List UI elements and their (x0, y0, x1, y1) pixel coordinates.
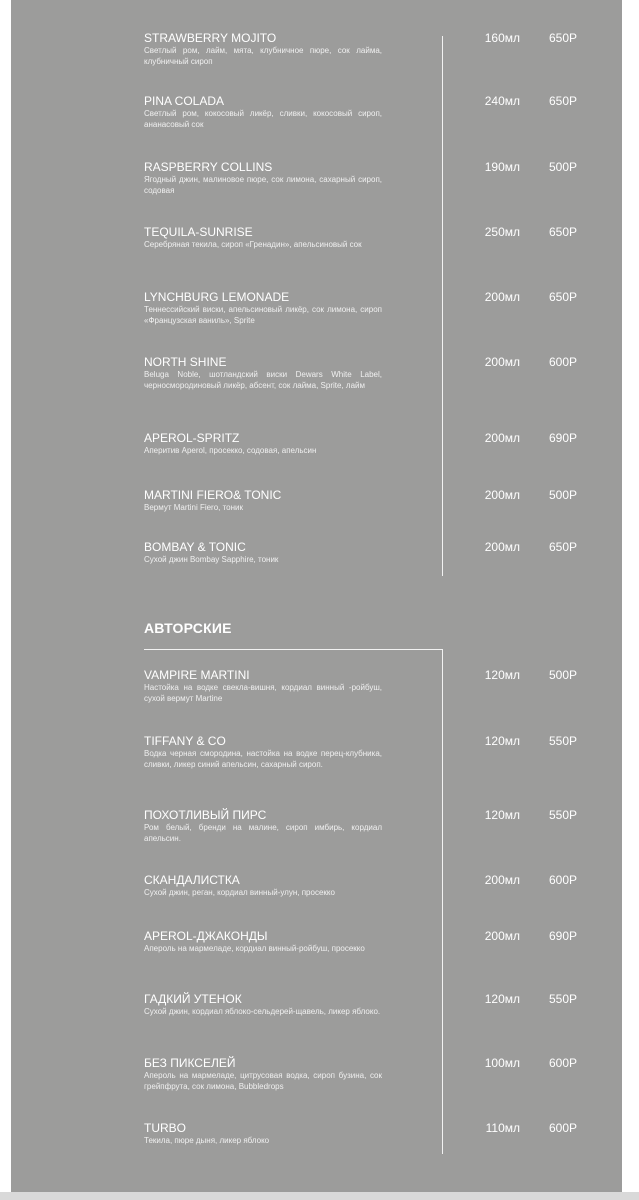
item-name: ГАДКИЙ УТЕНОК (144, 992, 242, 1006)
section-divider-line (144, 649, 443, 650)
item-description: Апероль на мармеладе, цитрусовая водка, сироп бузина, сок грейпфрута, сок лимона, Bubbledrops (144, 1071, 382, 1091)
item-description: Теннессийский виски, апельсиновый ликёр, сок лимона, сироп «Французская ваниль», Sprite (144, 305, 382, 325)
item-description: Аперитив Aperol, просекко, содовая, апельсин (144, 446, 317, 455)
item-volume: 200мл (484, 873, 520, 887)
item-description: Сухой джин, реган, кордиал винный-улун, просекко (144, 888, 335, 897)
item-name: TURBO (144, 1121, 186, 1135)
item-name: ПОХОТЛИВЫЙ ПИРС (144, 808, 267, 822)
item-description: Текила, пюре дыня, ликер яблоко (144, 1136, 270, 1145)
item-volume: 250мл (484, 225, 520, 239)
item-description: Апероль на мармеладе, кордиал винный-ройбуш, просекко (144, 944, 365, 953)
item-description: Ром белый, бренди на малине, сироп имбирь, кордиал апельсин. (144, 823, 382, 843)
vertical-divider (442, 650, 443, 1154)
item-price: 550Р (548, 808, 577, 822)
vertical-divider (442, 36, 443, 576)
item-volume: 200мл (484, 929, 520, 943)
item-volume: 200мл (484, 290, 520, 304)
item-price: 600Р (548, 355, 577, 369)
item-price: 690Р (548, 431, 577, 445)
item-volume: 120мл (484, 992, 520, 1006)
item-name: PINA COLADA (144, 94, 225, 108)
item-description: Светлый ром, кокосовый ликёр, сливки, кокосовый сироп, ананасовый сок (144, 109, 382, 129)
item-name: СКАНДАЛИСТКА (144, 873, 240, 887)
item-volume: 120мл (484, 668, 520, 682)
item-volume: 200мл (484, 431, 520, 445)
item-description: Вермут Martini Fiero, тоник (144, 503, 244, 512)
item-volume: 160мл (484, 31, 520, 45)
item-volume: 200мл (484, 540, 520, 554)
item-description: Серебряная текила, сироп «Гренадин», апельсиновый сок (144, 240, 362, 249)
item-name: LYNCHBURG LEMONADE (144, 290, 290, 304)
item-description: Ягодный джин, малиновое пюре, сок лимона, сахарный сироп, содовая (144, 175, 382, 195)
item-name: APEROL-ДЖАКОНДЫ (144, 929, 268, 943)
item-volume: 200мл (484, 488, 520, 502)
item-price: 650Р (548, 94, 577, 108)
item-name: TEQUILA-SUNRISE (144, 225, 253, 239)
item-description: Светлый ром, лайм, мята, клубничное пюре, сок лайма, клубничный сироп (144, 46, 382, 66)
bottom-page-edge (0, 1192, 639, 1200)
item-price: 650Р (548, 540, 577, 554)
item-price: 550Р (548, 992, 577, 1006)
item-description: Настойка на водке свекла-вишня, кордиал винный -ройбуш, сухой вермут Martine (144, 683, 382, 703)
item-description: Сухой джин, кордиал яблоко-сельдерей-щавель, ликер яблоко. (144, 1007, 381, 1016)
item-volume: 120мл (484, 808, 520, 822)
item-description: Сухой джин Bombay Sapphire, тоник (144, 555, 279, 564)
item-name: TIFFANY & CO (144, 734, 226, 748)
item-price: 600Р (548, 1121, 577, 1135)
item-name: БЕЗ ПИКСЕЛЕЙ (144, 1056, 236, 1070)
item-price: 550Р (548, 734, 577, 748)
item-name: MARTINI FIERO& TONIC (144, 488, 282, 502)
section-title: АВТОРСКИЕ (144, 620, 232, 636)
item-volume: 100мл (484, 1056, 520, 1070)
item-name: NORTH SHINE (144, 355, 227, 369)
item-name: BOMBAY & TONIC (144, 540, 246, 554)
item-description: Beluga Noble, шотландский виски Dewars White Label, черносмородиновый ликёр, абсент, сок лайма, Sprite, лайм (144, 370, 382, 390)
item-price: 500Р (548, 488, 577, 502)
item-price: 650Р (548, 31, 577, 45)
item-name: VAMPIRE MARTINI (144, 668, 250, 682)
item-volume: 120мл (484, 734, 520, 748)
item-volume: 190мл (484, 160, 520, 174)
item-description: Водка черная смородина, настойка на водке перец-клубника, сливки, ликер синий апельсин, сахарный сироп. (144, 749, 382, 769)
item-price: 650Р (548, 290, 577, 304)
item-volume: 240мл (484, 94, 520, 108)
item-price: 650Р (548, 225, 577, 239)
item-price: 500Р (548, 668, 577, 682)
item-volume: 110мл (485, 1121, 520, 1135)
item-name: STRAWBERRY MOJITO (144, 31, 277, 45)
item-price: 600Р (548, 1056, 577, 1070)
item-price: 600Р (548, 873, 577, 887)
item-price: 690Р (548, 929, 577, 943)
item-name: APEROL-SPRITZ (144, 431, 240, 445)
item-name: RASPBERRY COLLINS (144, 160, 273, 174)
item-price: 500Р (548, 160, 577, 174)
item-volume: 200мл (484, 355, 520, 369)
